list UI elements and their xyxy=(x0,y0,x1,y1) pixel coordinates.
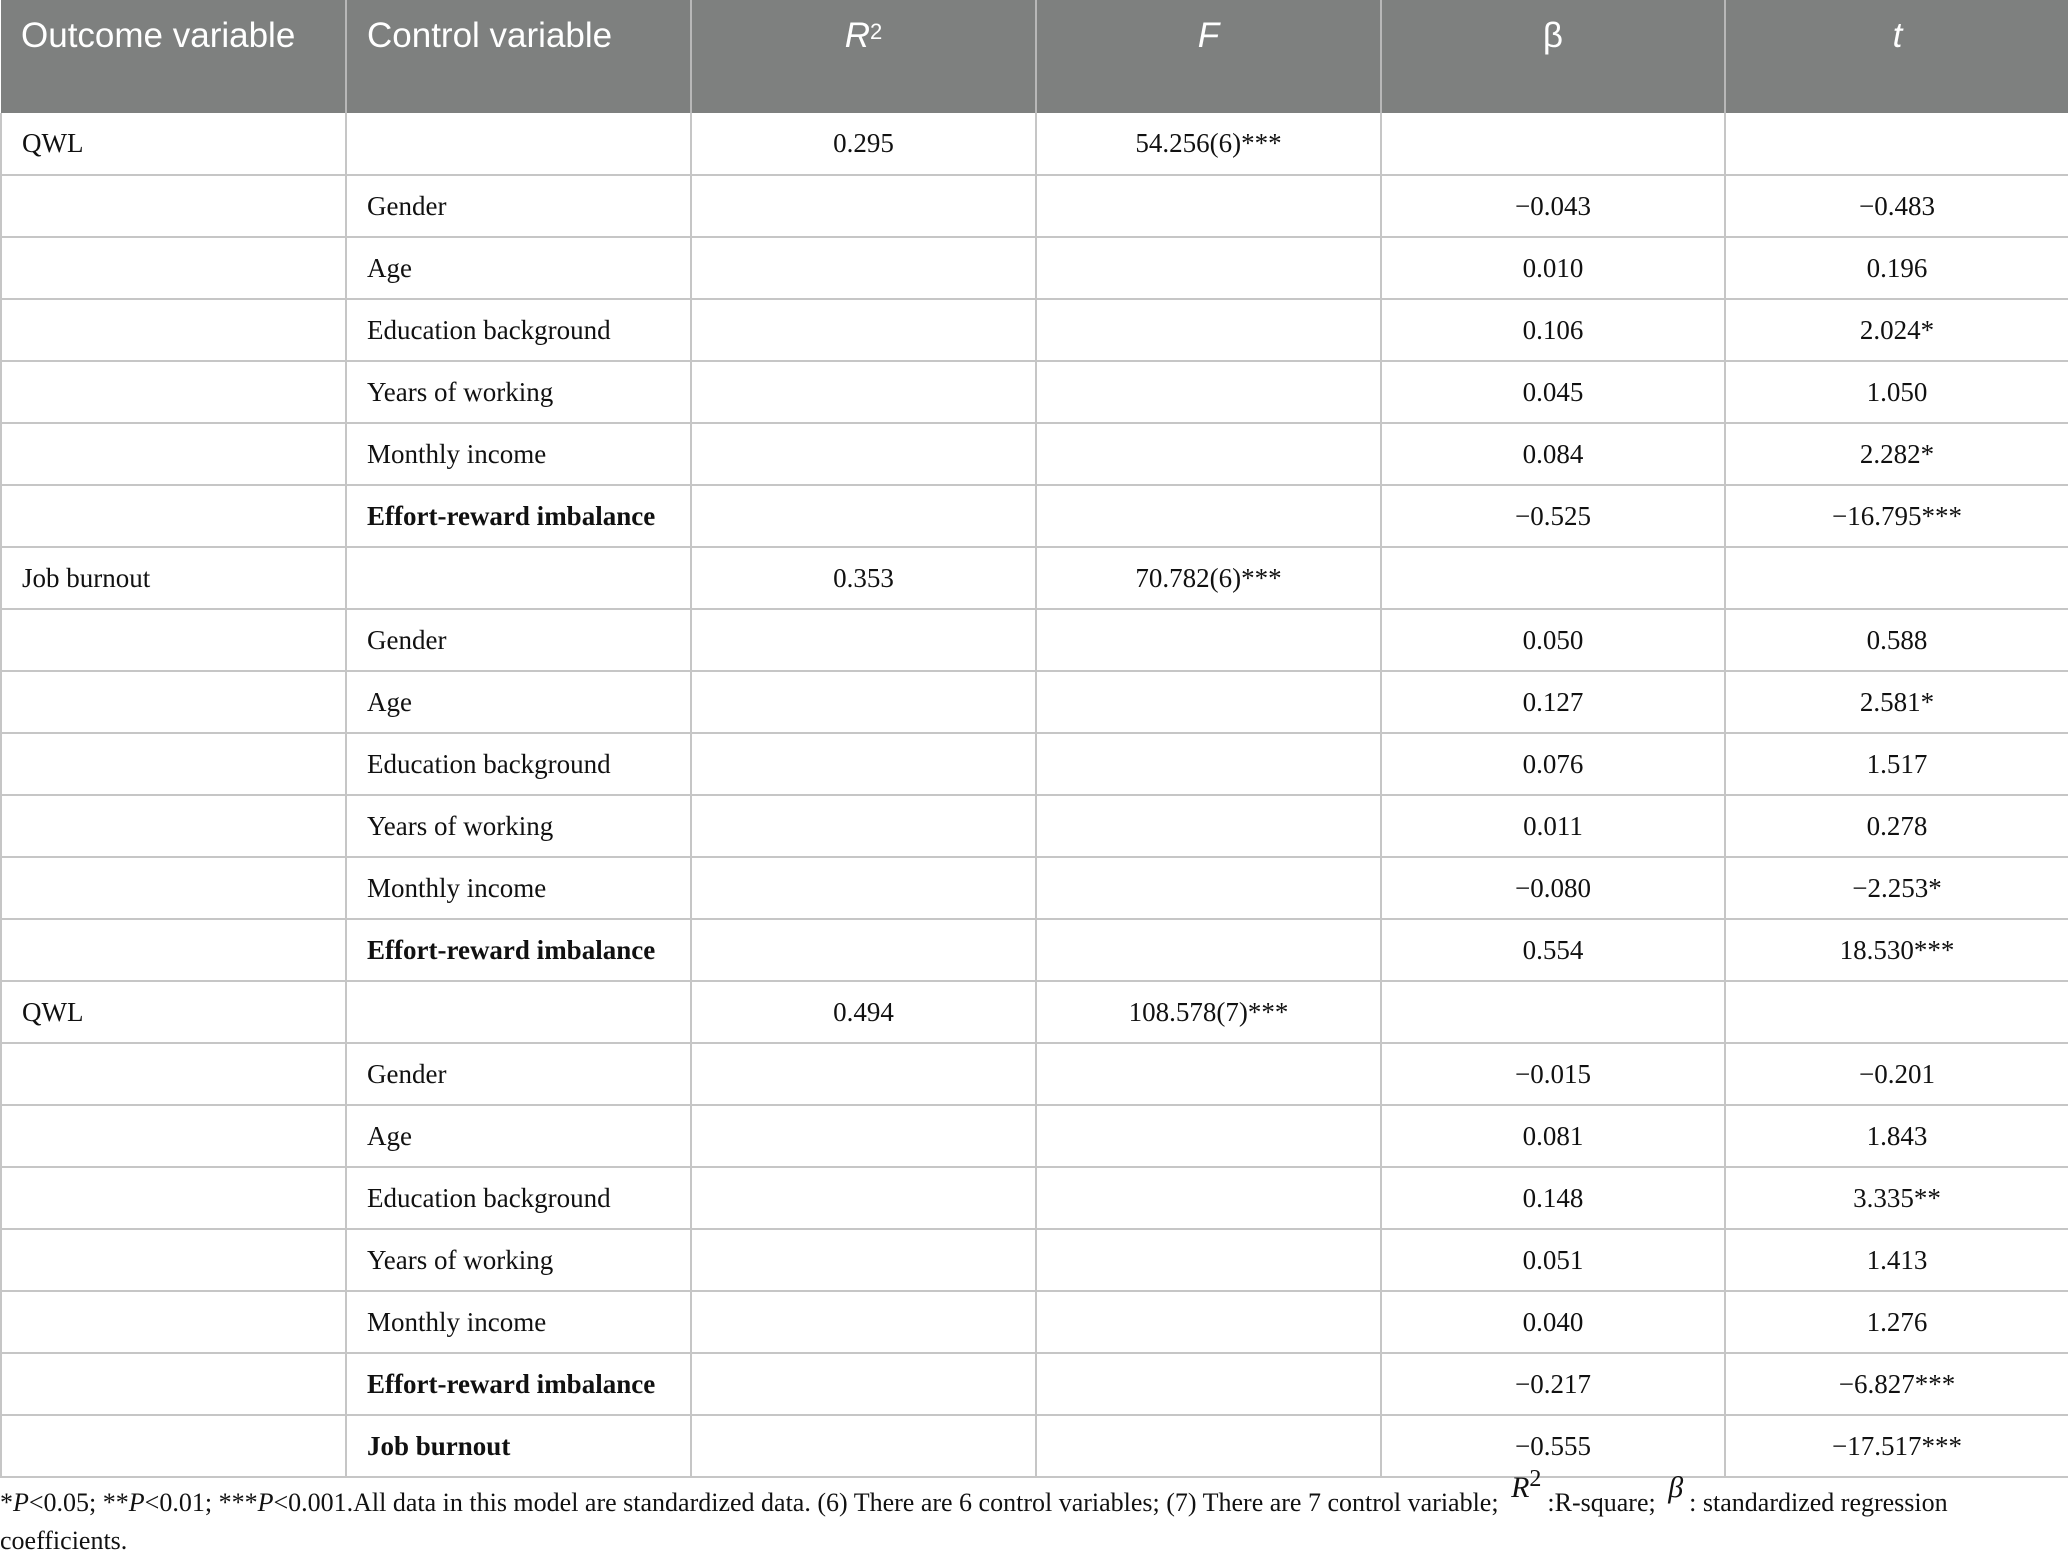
cell-outcome: Job burnout xyxy=(1,547,346,609)
cell-control: Job burnout xyxy=(346,1415,691,1477)
cell-r-squared xyxy=(691,1353,1036,1415)
table-row xyxy=(1,175,2068,237)
cell-f xyxy=(1036,1229,1381,1291)
cell-r-squared xyxy=(691,1043,1036,1105)
cell-beta: 0.050 xyxy=(1381,609,1725,671)
cell-t: −0.483 xyxy=(1725,175,2068,237)
table-row xyxy=(1,1291,2068,1353)
cell-control: Years of working xyxy=(346,795,691,857)
cell-beta: 0.084 xyxy=(1381,423,1725,485)
cell-beta: 0.040 xyxy=(1381,1291,1725,1353)
table-footnote: *P<0.05; **P<0.01; ***P<0.001.All data in this model are standardized data. (6) There are 6 control variables; (7) There are 7 control variable; $R^2:R$-square; β : standardized regression coefficients. xyxy=(0,1466,1948,1555)
cell-beta: −0.080 xyxy=(1381,857,1725,919)
cell-t: −6.827*** xyxy=(1725,1353,2068,1415)
table-row xyxy=(1,609,2068,671)
cell-r-squared xyxy=(691,361,1036,423)
cell-t: 0.278 xyxy=(1725,795,2068,857)
table-row xyxy=(1,423,2068,485)
cell-beta: 0.106 xyxy=(1381,299,1725,361)
cell-beta: −0.217 xyxy=(1381,1353,1725,1415)
cell-f xyxy=(1036,1105,1381,1167)
cell-beta xyxy=(1381,547,1725,609)
cell-t: 1.413 xyxy=(1725,1229,2068,1291)
cell-r-squared xyxy=(691,1167,1036,1229)
cell-r-squared xyxy=(691,733,1036,795)
header-beta: β xyxy=(1381,0,1725,113)
cell-control: Years of working xyxy=(346,361,691,423)
cell-r-squared xyxy=(691,1229,1036,1291)
cell-f xyxy=(1036,1353,1381,1415)
table-row xyxy=(1,1353,2068,1415)
cell-outcome xyxy=(1,671,346,733)
table-row xyxy=(1,857,2068,919)
cell-r-squared xyxy=(691,485,1036,547)
table-row xyxy=(1,919,2068,981)
cell-beta: 0.010 xyxy=(1381,237,1725,299)
cell-beta xyxy=(1381,113,1725,175)
cell-beta: 0.554 xyxy=(1381,919,1725,981)
cell-r-squared xyxy=(691,671,1036,733)
cell-t: 2.024* xyxy=(1725,299,2068,361)
cell-t: −17.517*** xyxy=(1725,1415,2068,1477)
cell-outcome xyxy=(1,361,346,423)
cell-f xyxy=(1036,485,1381,547)
table-row xyxy=(1,981,2068,1043)
cell-r-squared xyxy=(691,1415,1036,1477)
cell-outcome xyxy=(1,1291,346,1353)
cell-outcome xyxy=(1,1167,346,1229)
cell-t xyxy=(1725,113,2068,175)
cell-control xyxy=(346,113,691,175)
table-row xyxy=(1,485,2068,547)
table-row xyxy=(1,671,2068,733)
cell-r-squared xyxy=(691,237,1036,299)
cell-beta: 0.051 xyxy=(1381,1229,1725,1291)
cell-r-squared xyxy=(691,857,1036,919)
cell-outcome xyxy=(1,795,346,857)
table-row xyxy=(1,113,2068,175)
cell-beta: 0.081 xyxy=(1381,1105,1725,1167)
cell-control: Monthly income xyxy=(346,857,691,919)
table-row xyxy=(1,1415,2068,1477)
cell-beta: 0.045 xyxy=(1381,361,1725,423)
cell-f xyxy=(1036,609,1381,671)
cell-r-squared xyxy=(691,609,1036,671)
table-row xyxy=(1,1167,2068,1229)
cell-outcome xyxy=(1,1415,346,1477)
table-row xyxy=(1,547,2068,609)
cell-t: 18.530*** xyxy=(1725,919,2068,981)
cell-f xyxy=(1036,237,1381,299)
cell-t: 0.588 xyxy=(1725,609,2068,671)
cell-t: 2.581* xyxy=(1725,671,2068,733)
cell-beta: 0.011 xyxy=(1381,795,1725,857)
cell-r-squared: 0.494 xyxy=(691,981,1036,1043)
cell-r-squared xyxy=(691,1105,1036,1167)
cell-outcome xyxy=(1,175,346,237)
cell-beta: −0.525 xyxy=(1381,485,1725,547)
cell-t: 3.335** xyxy=(1725,1167,2068,1229)
cell-control: Education background xyxy=(346,733,691,795)
cell-outcome: QWL xyxy=(1,981,346,1043)
table-row xyxy=(1,299,2068,361)
cell-r-squared xyxy=(691,423,1036,485)
cell-f xyxy=(1036,919,1381,981)
cell-outcome xyxy=(1,485,346,547)
cell-control: Education background xyxy=(346,299,691,361)
cell-f xyxy=(1036,175,1381,237)
table-row xyxy=(1,361,2068,423)
header-outcome-variable: Outcome variable xyxy=(1,0,346,113)
cell-control: Years of working xyxy=(346,1229,691,1291)
header-r-squared: $R^2$ xyxy=(691,0,1036,113)
cell-beta: 0.076 xyxy=(1381,733,1725,795)
cell-t: −0.201 xyxy=(1725,1043,2068,1105)
cell-beta: 0.127 xyxy=(1381,671,1725,733)
cell-f: 108.578(7)*** xyxy=(1036,981,1381,1043)
cell-outcome xyxy=(1,857,346,919)
cell-control xyxy=(346,547,691,609)
cell-beta: −0.555 xyxy=(1381,1415,1725,1477)
cell-t: −16.795*** xyxy=(1725,485,2068,547)
cell-control: Effort-reward imbalance xyxy=(346,919,691,981)
cell-f xyxy=(1036,423,1381,485)
cell-f xyxy=(1036,1043,1381,1105)
cell-control: Effort-reward imbalance xyxy=(346,1353,691,1415)
cell-t: 0.196 xyxy=(1725,237,2068,299)
cell-control xyxy=(346,981,691,1043)
cell-beta: 0.148 xyxy=(1381,1167,1725,1229)
cell-r-squared xyxy=(691,795,1036,857)
cell-beta xyxy=(1381,981,1725,1043)
cell-beta: −0.043 xyxy=(1381,175,1725,237)
cell-f xyxy=(1036,671,1381,733)
cell-r-squared xyxy=(691,175,1036,237)
cell-outcome xyxy=(1,423,346,485)
cell-f xyxy=(1036,733,1381,795)
table-row xyxy=(1,1105,2068,1167)
cell-outcome xyxy=(1,919,346,981)
cell-control: Gender xyxy=(346,1043,691,1105)
cell-outcome xyxy=(1,609,346,671)
table-row xyxy=(1,1043,2068,1105)
cell-control: Age xyxy=(346,1105,691,1167)
cell-control: Education background xyxy=(346,1167,691,1229)
cell-r-squared: 0.353 xyxy=(691,547,1036,609)
cell-t: 1.517 xyxy=(1725,733,2068,795)
cell-outcome xyxy=(1,733,346,795)
cell-control: Monthly income xyxy=(346,1291,691,1353)
cell-r-squared xyxy=(691,1291,1036,1353)
cell-r-squared: 0.295 xyxy=(691,113,1036,175)
cell-f xyxy=(1036,1415,1381,1477)
cell-t: 2.282* xyxy=(1725,423,2068,485)
cell-t: −2.253* xyxy=(1725,857,2068,919)
cell-t xyxy=(1725,981,2068,1043)
table-row xyxy=(1,1229,2068,1291)
cell-control: Effort-reward imbalance xyxy=(346,485,691,547)
cell-t xyxy=(1725,547,2068,609)
cell-t: 1.050 xyxy=(1725,361,2068,423)
cell-f xyxy=(1036,299,1381,361)
cell-t: 1.276 xyxy=(1725,1291,2068,1353)
header-row xyxy=(1,0,2068,113)
cell-f xyxy=(1036,1291,1381,1353)
cell-outcome xyxy=(1,1105,346,1167)
cell-outcome xyxy=(1,1229,346,1291)
cell-t: 1.843 xyxy=(1725,1105,2068,1167)
cell-outcome xyxy=(1,299,346,361)
cell-control: Gender xyxy=(346,175,691,237)
cell-control: Gender xyxy=(346,609,691,671)
table-row xyxy=(1,733,2068,795)
cell-control: Age xyxy=(346,237,691,299)
cell-f xyxy=(1036,361,1381,423)
cell-outcome xyxy=(1,1043,346,1105)
cell-control: Age xyxy=(346,671,691,733)
beta-symbol: β xyxy=(1668,1471,1684,1504)
cell-f: 54.256(6)*** xyxy=(1036,113,1381,175)
cell-r-squared xyxy=(691,299,1036,361)
cell-outcome: QWL xyxy=(1,113,346,175)
cell-f xyxy=(1036,795,1381,857)
header-t: t xyxy=(1725,0,2068,113)
table-row xyxy=(1,237,2068,299)
cell-f xyxy=(1036,857,1381,919)
cell-r-squared xyxy=(691,919,1036,981)
cell-outcome xyxy=(1,237,346,299)
cell-beta: −0.015 xyxy=(1381,1043,1725,1105)
header-f: F xyxy=(1036,0,1381,113)
header-control-variable: Control variable xyxy=(346,0,691,113)
table-row xyxy=(1,795,2068,857)
cell-control: Monthly income xyxy=(346,423,691,485)
cell-outcome xyxy=(1,1353,346,1415)
cell-f xyxy=(1036,1167,1381,1229)
cell-f: 70.782(6)*** xyxy=(1036,547,1381,609)
r-squared-symbol: $R^2$ xyxy=(1511,1466,1542,1504)
